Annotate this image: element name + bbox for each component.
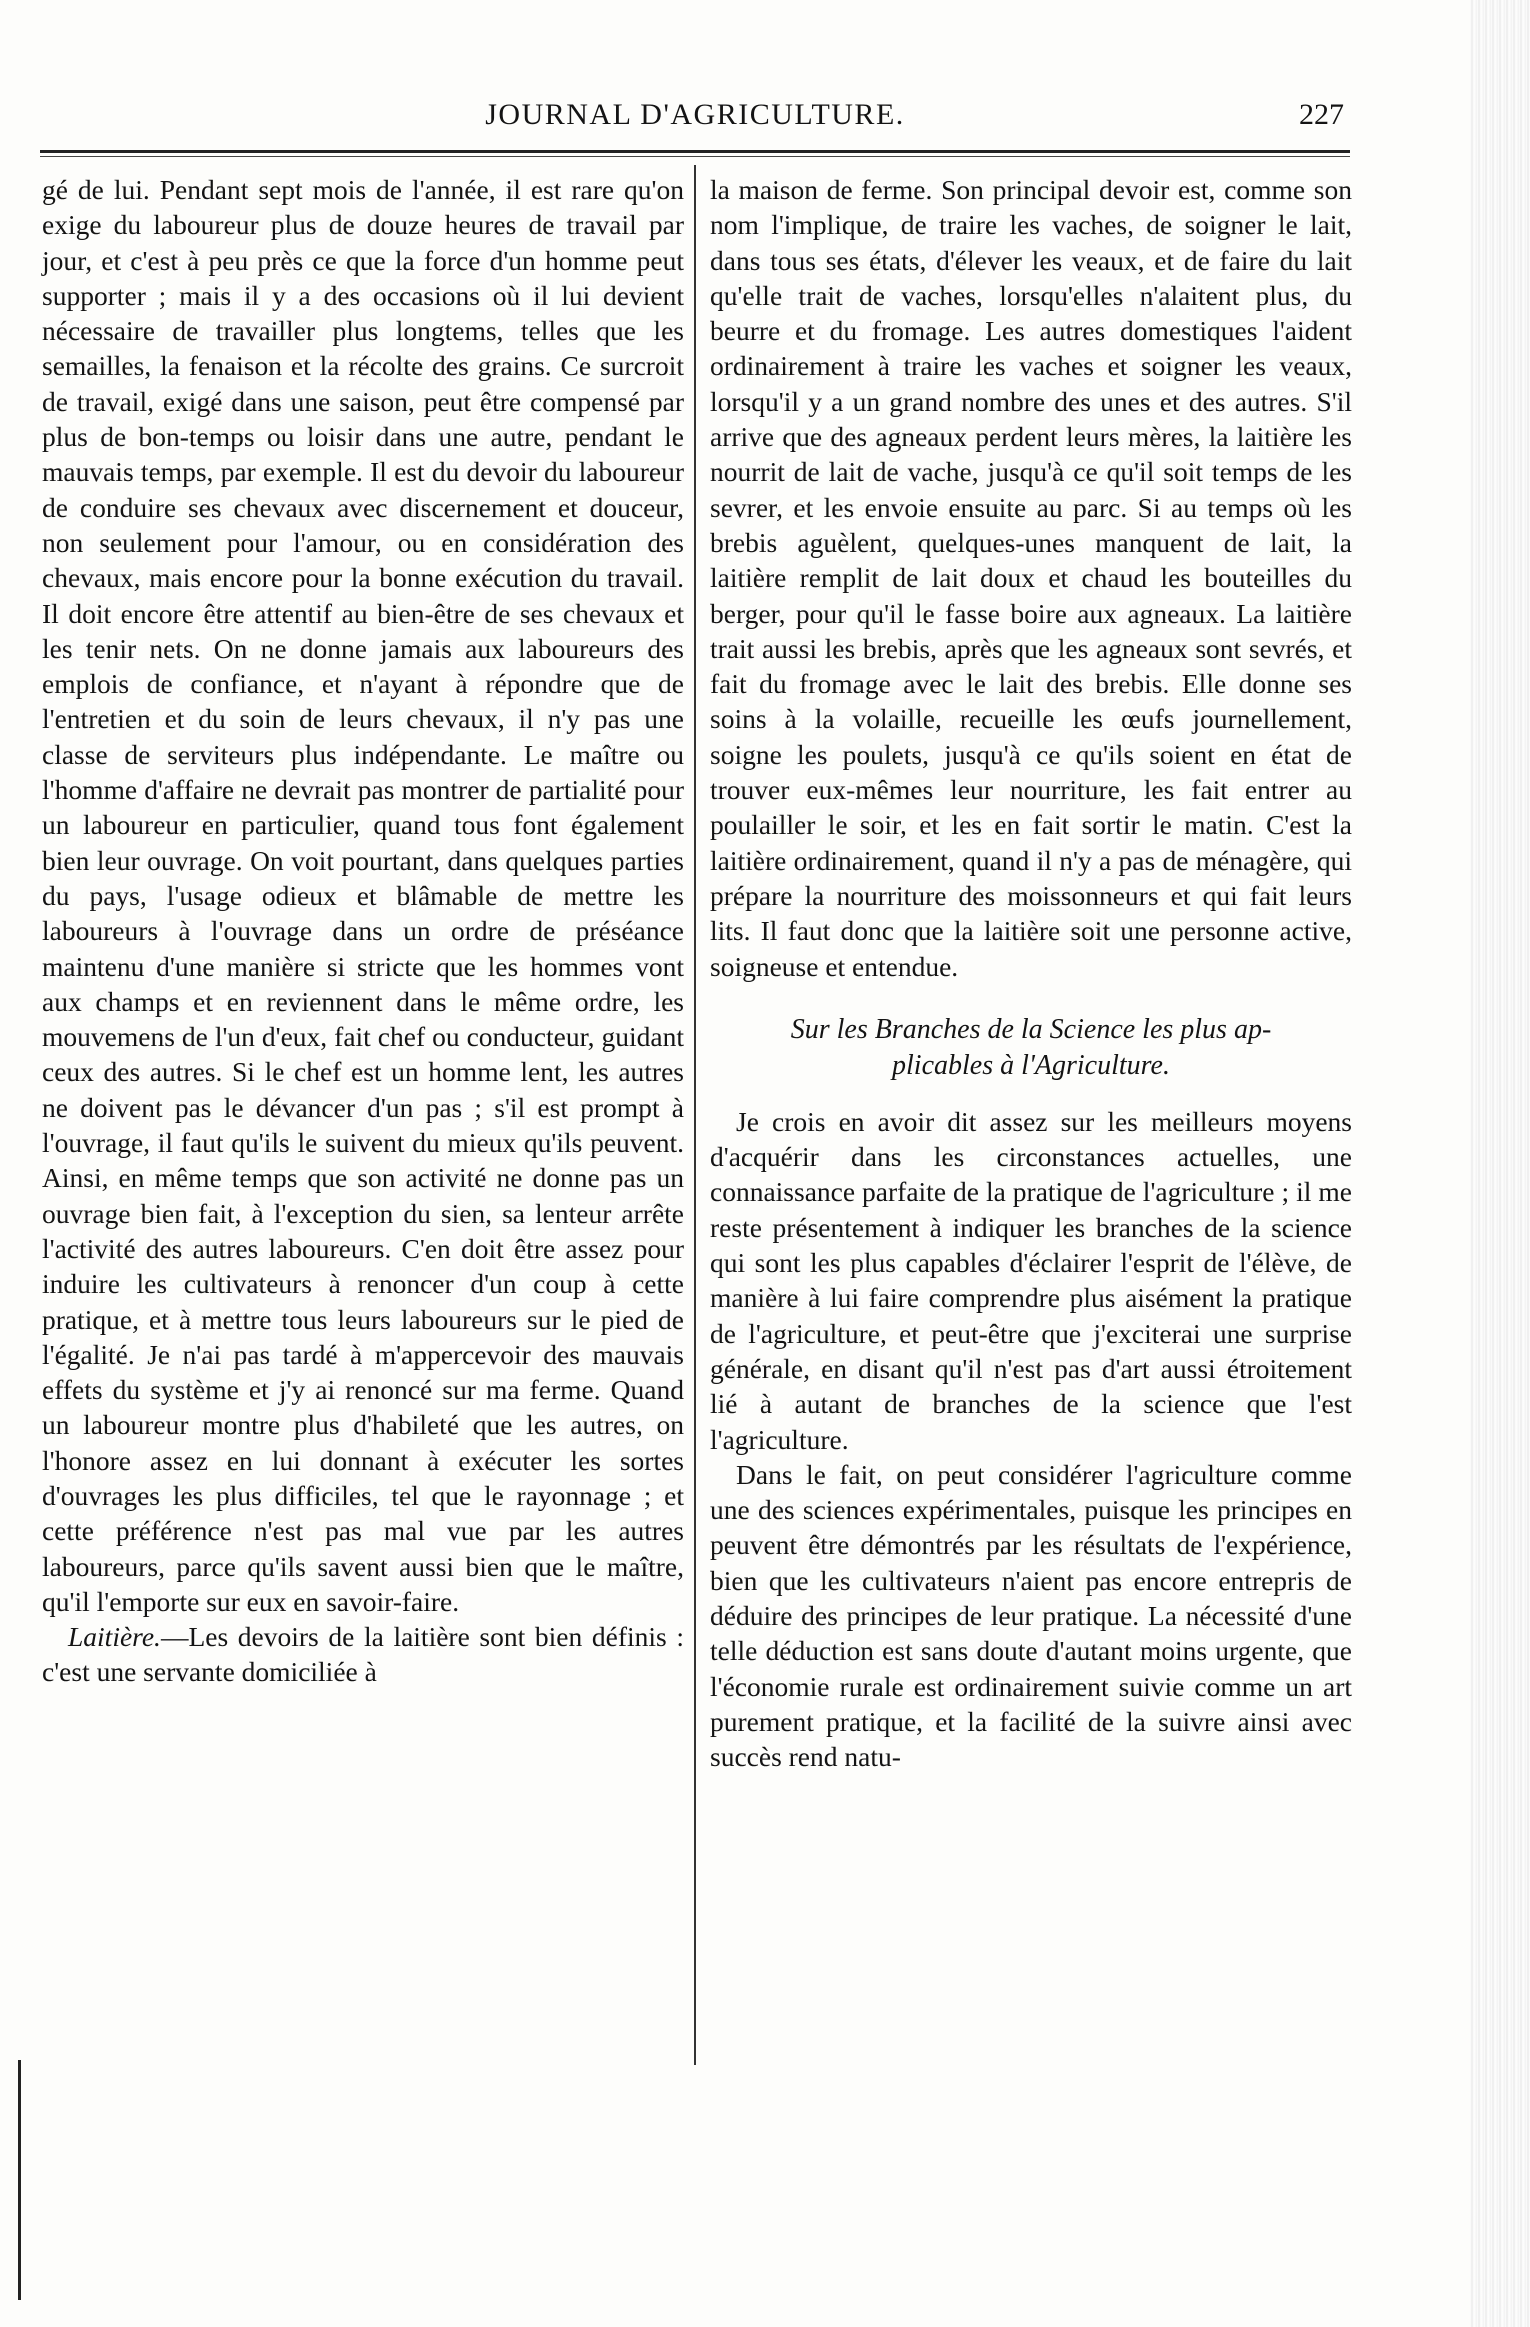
- left-paragraph-2-text: —Les devoirs de la laitière sont bien définis : c'est une servante domiciliée à: [42, 1621, 684, 1688]
- section-heading-line-2: plicables à l'Agriculture.: [892, 1049, 1170, 1081]
- column-divider: [694, 165, 696, 2065]
- header-rule-thick: [40, 150, 1350, 153]
- laitiere-lead: Laitière.: [68, 1621, 161, 1653]
- right-column: [710, 172, 1352, 1774]
- right-paragraph-3: Dans le fait, on peut considérer l'agriculture comme une des sciences expérimentales, puisque les principes en peuvent être démontrés par les résultats de l'expérience, bien que les cultivateurs n'aient pas encore entrepris de déduire des principes de leur pratique. La nécessité d'une telle déduction est sans doute d'autant moins urgente, que l'économie rurale est ordinairement suivie comme un art purement pratique, et la facilité de la suivre ainsi avec succès rend natu-: [710, 1458, 1352, 1773]
- margin-bar: [18, 2060, 21, 2300]
- scan-edge: [1470, 0, 1530, 2327]
- section-heading-line-1: Sur les Branches de la Science les plus ap-: [790, 1013, 1272, 1045]
- left-column: [42, 172, 684, 1690]
- running-title: JOURNAL D'AGRICULTURE.: [485, 98, 905, 131]
- page-header: [40, 92, 1350, 142]
- right-paragraph-1: la maison de ferme. Son principal devoir est, comme son nom l'implique, de traire les vaches, de soigner le lait, dans tous ses états, d'élever les veaux, et de faire du lait qu'elle trait de vaches, lorsqu'elles n'alaitent plus, du beurre et du fromage. Les autres domestiques l'aident ordinairement à traire les vaches et soigner les veaux, lorsqu'il y a un grand nombre des unes et des autres. S'il arrive que des agneaux perdent leurs mères, la laitière les nourrit de lait de vache, jusqu'à ce qu'il soit temps de les sevrer, et les envoie ensuite au parc. Si au temps où les brebis aguèlent, quelques-unes manquent de lait, la laitière remplit de lait doux et chaud les bouteilles du berger, pour qu'il le fasse boire aux agneaux. La laitière trait aussi les brebis, après que les agneaux sont sevrés, et fait du fromage avec le lait des brebis. Elle donne ses soins à la volaille, recueille les œufs journellement, soigne les poulets, jusqu'à ce qu'ils soient en état de trouver eux-mêmes leur nourriture, les fait entrer au poulailler le soir, et les en fait sortir le matin. C'est la laitière ordinairement, quand il n'y a pas de ménagère, qui prépare la nourriture des moissonneurs et qui fait leurs lits. Il faut donc que la laitière soit une personne active, soigneuse et entendue.: [710, 174, 1352, 982]
- page-number: 227: [1299, 98, 1344, 131]
- header-rule-thin: [40, 156, 1350, 157]
- section-heading: [710, 1012, 1352, 1084]
- right-paragraph-2: Je crois en avoir dit assez sur les meilleurs moyens d'acquérir dans les circonstances actuelles, une connaissance parfaite de la pratique de l'agriculture ; il me reste présentement à indiquer les branches de la science qui sont les plus capables d'éclairer l'esprit de l'élève, de manière à lui faire comprendre plus aisément la pratique de l'agriculture, et peut-être que j'exciterai une surprise générale, en disant qu'il n'est pas d'art aussi étroitement lié à autant de branches de la science que l'est l'agriculture.: [710, 1105, 1352, 1455]
- left-paragraph-1: gé de lui. Pendant sept mois de l'année, il est rare qu'on exige du laboureur plus de douze heures de travail par jour, et c'est à peu près ce que la force d'un homme peut supporter ; mais il y a des occasions où il lui devient nécessaire de travailler plus longtems, telles que les semailles, la fenaison et la récolte des grains. Ce surcroit de travail, exigé dans une saison, peut être compensé par plus de bon-temps ou loisir dans une autre, pendant le mauvais temps, par exemple. Il est du devoir du laboureur de conduire ses chevaux avec discernement et douceur, non seulement pour l'amour, ou en considération des chevaux, mais encore pour la bonne exécution du travail. Il doit encore être attentif au bien-être de ses chevaux et les tenir nets. On ne donne jamais aux laboureurs des emplois de confiance, et n'ayant à répondre que de l'entretien et du soin de leurs chevaux, il n'y pas une classe de serviteurs plus indépendante. Le maître ou l'homme d'affaire ne devrait pas montrer de partialité pour un laboureur en particulier, quand tous font également bien leur ouvrage. On voit pourtant, dans quelques parties du pays, l'usage odieux et blâmable de mettre les laboureurs à l'ouvrage dans un ordre de préséance maintenu d'une manière si stricte que les hommes vont aux champs et en reviennent dans le même ordre, les mouvemens de l'un d'eux, fait chef ou conducteur, guidant ceux des autres. Si le chef est un homme lent, les autres ne doivent pas le dévancer d'un pas ; s'il est prompt à l'ouvrage, il faut qu'ils le suivent du mieux qu'ils peuvent. Ainsi, en même temps que son activité ne donne pas un ouvrage bien fait, à l'exception du sien, sa lenteur arrête l'activité des autres laboureurs. C'en doit être assez pour induire les cultivateurs à renoncer d'un coup à cette pratique, et à mettre tous leurs laboureurs sur le pied de l'égalité. Je n'ai pas tardé à m'appercevoir des mauvais effets du système et j'y ai renoncé sur ma ferme. Quand un laboureur montre plus d'habileté que les autres, on l'honore assez en lui donnant à exécuter les sortes d'ouvrages les plus difficiles, tel que le rayonnage ; et cette préférence n'est pas mal vue par les autres laboureurs, parce qu'ils savent aussi bien que le maître, qu'il l'emporte sur eux en savoir-faire.: [42, 174, 684, 1617]
- left-paragraph-2: [42, 1619, 684, 1690]
